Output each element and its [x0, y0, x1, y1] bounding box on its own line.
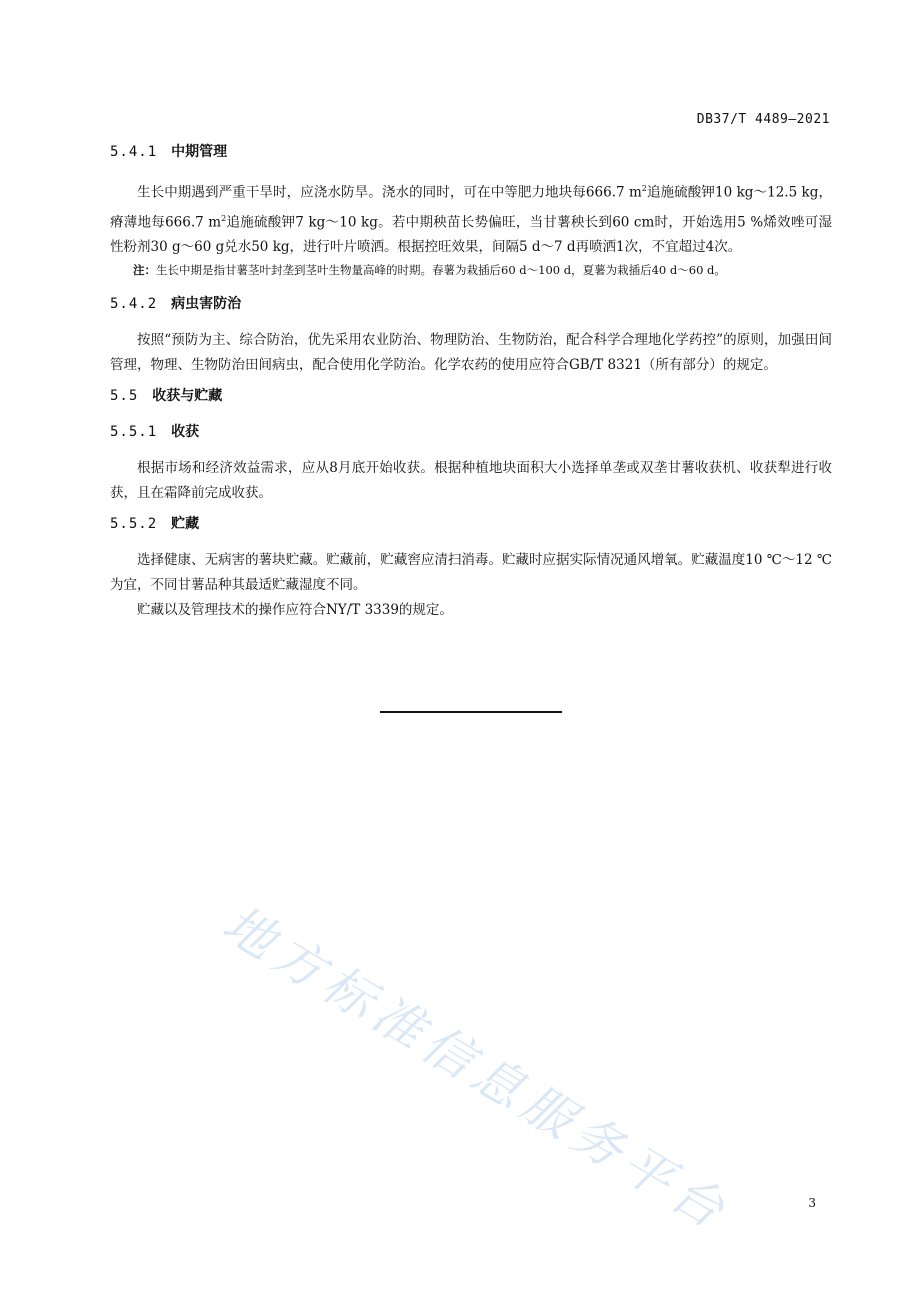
document-body	[110, 140, 832, 629]
section-number: 5.5	[110, 388, 139, 404]
section-title: 中期管理	[171, 144, 228, 160]
paragraph-storage-2: 贮藏以及管理技术的操作应符合NY/T 3339的规定。	[137, 602, 453, 618]
note-text: 生长中期是指甘薯茎叶封垄到茎叶生物量高峰的时期。春薯为栽插后60 d～100 d，夏薯为栽插后40 d～60 d。	[156, 263, 726, 277]
paragraph-storage-1: 选择健康、无病害的薯块贮藏。贮藏前，贮藏窖应清扫消毒。贮藏时应据实际情况通风增氧。贮藏温度10 ℃～12 ℃为宜，不同甘薯品种其最适贮藏湿度不同。	[110, 552, 832, 593]
section-title: 病虫害防治	[171, 296, 242, 312]
section-number: 5.5.2	[110, 516, 158, 532]
section-number: 5.4.2	[110, 296, 158, 312]
end-of-content-rule	[380, 711, 562, 713]
note-label: 注：	[133, 263, 156, 277]
section-title: 收获	[171, 424, 200, 440]
page-number: 3	[808, 1196, 816, 1210]
section-heading-5-4-1	[110, 140, 832, 164]
section-number: 5.5.1	[110, 424, 158, 440]
section-title: 贮藏	[171, 516, 200, 532]
section-number: 5.4.1	[110, 144, 158, 160]
document-code: DB37/T 4489—2021	[696, 112, 830, 127]
section-heading-5-5-2	[110, 512, 832, 536]
section-heading-5-4-2	[110, 292, 832, 316]
note-mid-period	[110, 260, 832, 280]
watermark-text: 地方标准信息服务平台	[213, 894, 741, 1244]
section-title: 收获与贮藏	[152, 388, 223, 404]
paragraph-pest-control: 按照“预防为主、综合防治，优先采用农业防治、物理防治、生物防治，配合科学合理地化学药控”的原则，加强田间管理，物理、生物防治田间病虫，配合使用化学防治。化学农药的使用应符合GB/T 8321（所有部分）的规定。	[110, 332, 832, 373]
section-heading-5-5	[110, 384, 832, 408]
paragraph-mid-management: 生长中期遇到严重干旱时，应浇水防旱。浇水的同时，可在中等肥力地块每666.7 $m^2$追施硫酸钾10 kg～12.5 kg，瘠薄地每666.7 $m^2$追施硫酸钾7 kg～10 kg。若中期秧苗长势偏旺，当甘薯秧长到60 cm时，开始选用5 %烯效唑可湿性粉剂30 g～60 g兑水50 kg，进行叶片喷洒。根据控旺效果，间隔5 d～7 d再喷洒1次，不宜超过4次。	[110, 184, 832, 255]
paragraph-harvest: 根据市场和经济效益需求，应从8月底开始收获。根据种植地块面积大小选择单垄或双垄甘薯收获机、收获犁进行收获，且在霜降前完成收获。	[110, 460, 832, 501]
section-heading-5-5-1	[110, 420, 832, 444]
